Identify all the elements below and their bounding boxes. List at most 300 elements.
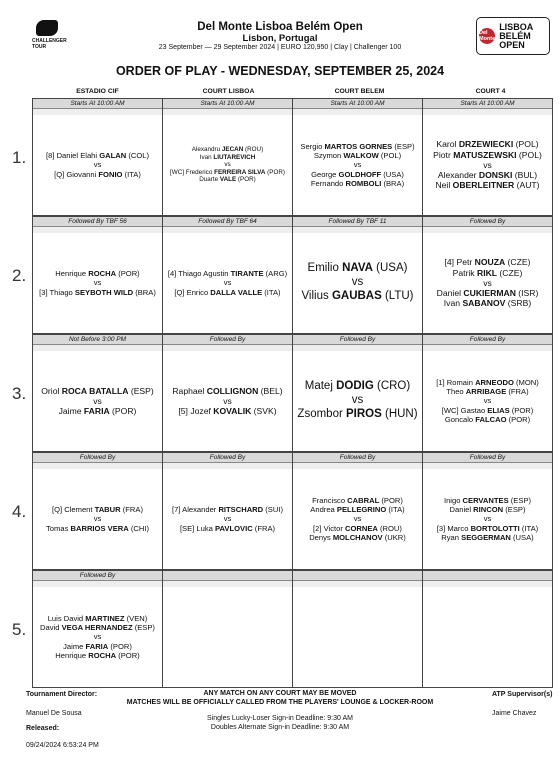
player-country: (ROU) (377, 523, 402, 533)
player-country: (BUL) (512, 170, 538, 181)
slot-caption: Not Before 3:00 PM (33, 335, 162, 345)
player-surname: DONSKI (478, 170, 513, 181)
player-line (172, 386, 282, 396)
match-body (423, 469, 552, 569)
player-country: (USA) (372, 262, 408, 275)
player-line (442, 406, 534, 415)
vs-label (93, 396, 102, 406)
player-country: (UKR) (382, 532, 406, 542)
player-surname: SEGGERMAN (461, 532, 511, 542)
player-line (297, 408, 417, 422)
released-label: Released: (26, 725, 60, 732)
player-first: Ryan (441, 532, 462, 542)
player-first: [5] Jozef (178, 406, 214, 417)
player-line (59, 406, 137, 416)
player-line (438, 170, 537, 180)
row-number: 3. (12, 384, 27, 403)
match-cell (162, 98, 293, 216)
match-cell (162, 570, 293, 688)
player-line (48, 614, 148, 623)
player-line (314, 151, 401, 160)
player-country: (ITA) (122, 169, 141, 179)
vs-label (352, 276, 364, 290)
slot-caption: Followed By (163, 453, 292, 463)
match-body (293, 351, 422, 451)
player-country: (POR) (265, 168, 285, 176)
player-first: vs (93, 514, 102, 524)
player-line (200, 154, 256, 162)
player-line (52, 505, 143, 514)
player-line (305, 380, 410, 394)
match-cell (292, 452, 423, 570)
player-surname: ROCA BATALLA (61, 385, 129, 396)
vs-label (483, 278, 492, 288)
player-line (310, 505, 404, 514)
player-line (441, 533, 533, 542)
match-cell (422, 216, 553, 334)
player-country: (USA) (510, 532, 534, 542)
vs-label (94, 632, 102, 641)
match-cell (32, 98, 163, 216)
player-line (311, 170, 404, 179)
player-country: (ESP) (128, 385, 154, 396)
player-country: (FRA) (252, 523, 276, 533)
row-number: 4. (12, 502, 27, 521)
player-first: George (311, 169, 339, 179)
match-body (293, 233, 422, 333)
match-cell (292, 216, 423, 334)
match-body (33, 469, 162, 569)
match-body (163, 351, 292, 451)
player-surname: DRZEWIECKI (458, 139, 514, 150)
player-country: (ESP) (503, 505, 526, 515)
player-first: vs (483, 514, 492, 524)
player-line (55, 651, 139, 660)
player-first: vs (483, 396, 492, 406)
match-cell (292, 570, 423, 688)
player-surname: GOLDHOFF (338, 169, 382, 179)
slot-caption: Followed By (33, 571, 162, 581)
slot-caption: Followed By (423, 453, 552, 463)
slot-caption (163, 571, 292, 581)
player-surname: ELIAS (487, 405, 510, 415)
del-monte-badge: Del Monte (479, 30, 496, 42)
player-first: vs (223, 278, 232, 288)
player-line (453, 268, 523, 278)
player-line (46, 151, 149, 160)
player-country: (USA) (381, 169, 404, 179)
player-first: Luis David (47, 614, 86, 624)
court-header: COURT LISBOA (202, 88, 255, 95)
match-body (423, 233, 552, 333)
player-line (63, 642, 132, 651)
player-line (172, 505, 283, 514)
order-of-play-title: ORDER OF PLAY - WEDNESDAY, SEPTEMBER 25, 2024 (115, 64, 445, 78)
player-first: vs (351, 394, 364, 407)
player-country: (POR) (116, 650, 140, 660)
player-line (309, 533, 406, 542)
match-body (293, 469, 422, 569)
player-first: Ivan (199, 153, 214, 161)
player-country: (ARG) (263, 269, 288, 279)
player-country: (POR) (506, 414, 531, 424)
player-surname: CUKIERMAN (463, 288, 516, 299)
vs-label (223, 396, 232, 406)
player-first: Henrique (55, 269, 89, 279)
slot-caption: Starts At 10:00 AM (33, 99, 162, 109)
vs-label (224, 514, 232, 523)
player-surname: DALLA VALLE (210, 287, 263, 297)
tournament-location: Lisbon, Portugal (242, 33, 318, 44)
schedule-grid (12, 86, 556, 688)
player-surname: ARRIBAGE (465, 387, 507, 397)
player-line (313, 524, 402, 533)
player-country: (POR) (108, 641, 132, 651)
player-first: Daniel (436, 288, 464, 299)
player-country: (LTU) (381, 289, 414, 302)
player-first: Fernando (310, 178, 346, 188)
player-line (301, 290, 413, 304)
player-line (445, 415, 530, 424)
player-first: [SE] Luka (179, 523, 215, 533)
player-country: (CZE) (497, 267, 523, 278)
player-surname: CERVANTES (462, 496, 509, 506)
player-first: vs (353, 514, 362, 524)
player-first: [WC] Gastao (441, 405, 488, 415)
player-country: (HUN) (381, 407, 418, 420)
match-cell (292, 334, 423, 452)
released-time: 09/24/2024 6:53:24 PM (26, 742, 99, 749)
player-surname: TABUR (94, 505, 121, 515)
player-country: (ESP) (508, 496, 532, 506)
player-first: [Q] Enrico (174, 287, 211, 297)
player-surname: JECAN (221, 146, 244, 154)
player-country: (BEL) (258, 385, 283, 396)
player-country: (POR) (509, 405, 534, 415)
match-body (163, 469, 292, 569)
player-surname: MARTINEZ (85, 614, 125, 624)
player-surname: BORTOLOTTI (470, 523, 520, 533)
match-body (163, 233, 292, 333)
player-country: (CHI) (128, 523, 149, 533)
player-line (300, 142, 414, 151)
row-number: 2. (12, 266, 27, 285)
player-first: Jaime (63, 641, 86, 651)
player-surname: ROCHA (88, 650, 117, 660)
player-country: (POL) (513, 139, 539, 150)
player-first: vs (93, 160, 102, 170)
slot-caption: Followed By (423, 217, 552, 227)
match-cell (162, 334, 293, 452)
player-first: Tomas (46, 523, 71, 533)
player-surname: CABRAL (347, 496, 380, 506)
player-first: [4] Thiago Agustin (167, 269, 231, 279)
match-cell (32, 334, 163, 452)
player-surname: VEGA HERNANDEZ (61, 623, 133, 633)
player-surname: SABANOV (462, 298, 506, 309)
match-body (423, 587, 552, 687)
match-cell (32, 216, 163, 334)
player-line (39, 288, 156, 297)
match-body (423, 351, 552, 451)
singles-deadline: Singles Lucky-Loser Sign-in Deadline: 9:30 AM (207, 715, 353, 722)
slot-caption (293, 571, 422, 581)
schedule-row (12, 216, 556, 334)
court-header: ESTADIO CIF (76, 88, 119, 95)
match-body (33, 115, 162, 215)
player-line (444, 298, 531, 308)
slot-caption: Followed By TBF 11 (293, 217, 422, 227)
doubles-deadline: Doubles Alternate Sign-in Deadline: 9:30 AM (210, 724, 350, 731)
player-first: Inigo (443, 496, 463, 506)
match-body (293, 115, 422, 215)
player-surname: RITSCHARD (218, 505, 264, 515)
player-first: Sergio (300, 142, 325, 152)
player-line (445, 257, 531, 267)
slot-caption: Starts At 10:00 AM (423, 99, 552, 109)
player-surname: CORNEA (344, 523, 378, 533)
player-surname: FERREIRA SILVA (214, 168, 266, 176)
player-country: (POR) (116, 269, 140, 279)
lisboa-belem-open-text: LISBOA BELÉM OPEN (499, 21, 533, 50)
player-surname: WALKOW (343, 151, 379, 161)
player-surname: NOUZA (474, 257, 506, 268)
court-header: COURT BELEM (334, 88, 385, 95)
player-country: (POR) (379, 496, 403, 506)
slot-caption: Followed By TBF 64 (163, 217, 292, 227)
player-surname: MATUSZEWSKI (453, 149, 517, 160)
vs-label (352, 394, 364, 408)
slot-caption: Followed By (293, 335, 422, 345)
player-first: Alexander (437, 170, 479, 181)
player-line (312, 496, 403, 505)
header (0, 0, 560, 60)
player-first: Francisco (312, 496, 348, 506)
match-cell (292, 98, 423, 216)
player-country: (AUT) (514, 180, 540, 191)
player-first: Emilio (307, 262, 343, 275)
match-cell (32, 452, 163, 570)
supervisor-label: ATP Supervisor(s) (492, 691, 553, 698)
player-line (170, 169, 285, 177)
player-first: vs (223, 514, 232, 524)
schedule-row (12, 570, 556, 688)
player-first: Henrique (55, 650, 89, 660)
player-country: (FRA) (120, 505, 143, 515)
match-cell (422, 98, 553, 216)
player-first: vs (351, 276, 364, 289)
challenger-logo-text: CHALLENGER TOUR (32, 38, 67, 50)
slot-caption: Followed By (423, 335, 552, 345)
match-cell (162, 216, 293, 334)
schedule-row (12, 452, 556, 570)
player-first: Daniel (449, 505, 474, 515)
schedule-row (12, 98, 556, 216)
match-body (423, 115, 552, 215)
player-line (174, 288, 280, 297)
vs-label (94, 278, 102, 287)
player-country: (POR) (236, 176, 256, 184)
player-country: (CZE) (505, 257, 531, 268)
slot-caption: Followed By (163, 335, 292, 345)
row-number: 1. (12, 148, 27, 167)
footer (0, 688, 560, 767)
player-country: (ESP) (132, 623, 155, 633)
player-line (450, 505, 526, 514)
notice-move: ANY MATCH ON ANY COURT MAY BE MOVED (203, 690, 357, 697)
player-line (435, 180, 539, 190)
vs-label (94, 514, 102, 523)
vs-label (354, 514, 362, 523)
director-name: Manuel De Sousa (26, 710, 82, 717)
lisboa-belem-open-logo (476, 17, 550, 55)
player-first: David (40, 623, 62, 633)
player-country: (BRA) (381, 178, 405, 188)
player-surname: FONIO (98, 169, 123, 179)
vs-label (354, 160, 362, 169)
match-body (33, 233, 162, 333)
player-country: (POL) (516, 149, 542, 160)
player-surname: GAUBAS (331, 289, 382, 302)
player-first: Piotr (433, 149, 454, 160)
player-country: (SRB) (505, 298, 532, 309)
tournament-title: Del Monte Lisboa Belém Open (197, 21, 363, 33)
player-surname: BARRIOS VERA (70, 523, 129, 533)
player-first: [3] Thiago (39, 287, 75, 297)
player-first: Goncalo (444, 414, 476, 424)
player-line (437, 288, 539, 298)
player-first: vs (93, 278, 102, 288)
player-line (178, 406, 276, 416)
player-first: Alexandru (191, 146, 222, 154)
match-cell (422, 334, 553, 452)
player-first: Neil (435, 180, 453, 191)
player-first: Szymon (313, 151, 344, 161)
player-country: (BRA) (133, 287, 156, 297)
slot-caption: Followed By (33, 453, 162, 463)
row-number: 5. (12, 620, 27, 639)
player-surname: MOLCHANOV (332, 532, 383, 542)
player-first: [Q] Giovanni (54, 169, 99, 179)
player-country: (VEN) (124, 614, 148, 624)
vs-label (484, 396, 492, 405)
player-line (40, 623, 155, 632)
director-label: Tournament Director: (26, 691, 98, 698)
slot-caption: Starts At 10:00 AM (163, 99, 292, 109)
player-surname: SEYBOTH WILD (74, 287, 134, 297)
slot-caption (423, 571, 552, 581)
player-first: vs (483, 159, 492, 170)
player-first: Andrea (310, 505, 337, 515)
player-surname: ROMBOLI (345, 178, 382, 188)
player-country: (ROU) (243, 146, 264, 154)
match-body (163, 115, 292, 215)
player-first: vs (353, 160, 362, 170)
tournament-info: 23 September — 29 September 2024 | EURO 120,950 | Clay | Challenger 100 (158, 44, 402, 51)
player-country: (POR) (109, 406, 137, 417)
notice-called: MATCHES WILL BE OFFICIALLY CALLED FROM THE PLAYERS' LOUNGE & LOCKER-ROOM (126, 699, 434, 706)
match-cell (422, 452, 553, 570)
slot-caption: Followed By (293, 453, 422, 463)
match-body (33, 351, 162, 451)
player-line (308, 262, 408, 276)
player-surname: ARNEODO (475, 378, 514, 388)
match-cell (422, 570, 553, 688)
player-line (446, 387, 528, 396)
player-surname: PIROS (346, 407, 382, 420)
player-country: (CRO) (373, 380, 411, 393)
player-surname: DODIG (336, 380, 374, 393)
player-first: Patrik (452, 267, 477, 278)
player-first: Duarte (199, 176, 220, 184)
player-surname: GALAN (99, 151, 127, 161)
player-surname: MARTOS GORNES (324, 142, 393, 152)
player-first: Oriol (41, 385, 62, 396)
player-first: vs (93, 395, 102, 406)
player-country: (ITA) (262, 287, 281, 297)
match-body (163, 587, 292, 687)
player-first: Jaime (58, 406, 84, 417)
player-first: vs (223, 395, 232, 406)
player-line (311, 179, 404, 188)
player-line (436, 139, 538, 149)
player-surname: COLLIGNON (206, 385, 259, 396)
match-body (293, 587, 422, 687)
slot-caption: Starts At 10:00 AM (293, 99, 422, 109)
player-surname: FARIA (83, 406, 110, 417)
player-first: [1] Romain (436, 378, 476, 388)
player-country: (SVK) (251, 406, 277, 417)
schedule-row (12, 334, 556, 452)
player-first: [7] Alexander (172, 505, 219, 515)
player-line (436, 378, 539, 387)
player-surname: PAVLOVIC (214, 523, 253, 533)
player-surname: FARIA (85, 641, 109, 651)
player-country: (FRA) (506, 387, 529, 397)
player-country: (MON) (513, 378, 539, 388)
player-first: Matej (304, 380, 337, 393)
player-country: (POL) (378, 151, 402, 161)
player-line (168, 269, 287, 278)
player-first: Denys (309, 532, 333, 542)
player-surname: NAVA (342, 262, 373, 275)
player-surname: KOVALIK (213, 406, 252, 417)
supervisor-name: Jaime Chavez (492, 710, 537, 717)
player-first: Zsombor (297, 407, 346, 420)
player-surname: RIKL (476, 267, 498, 278)
player-country: (ITA) (519, 523, 539, 533)
player-first: Karol (436, 139, 459, 150)
player-country: (ITA) (386, 505, 405, 515)
vs-label (483, 160, 492, 170)
player-surname: RINCON (473, 505, 504, 515)
player-line (444, 496, 531, 505)
player-first: Raphael (172, 385, 207, 396)
player-line (41, 386, 154, 396)
player-line (46, 524, 149, 533)
player-first: Theo (446, 387, 466, 397)
player-surname: ROCHA (88, 269, 117, 279)
vs-label (224, 278, 232, 287)
player-line (180, 524, 275, 533)
player-line (192, 146, 263, 154)
player-first: [3] Marco (436, 523, 471, 533)
player-first: vs (224, 161, 231, 169)
court-header-row (32, 86, 556, 98)
player-country: (ESP) (392, 142, 415, 152)
match-cell (32, 570, 163, 688)
player-first: [2] Victor (313, 523, 345, 533)
